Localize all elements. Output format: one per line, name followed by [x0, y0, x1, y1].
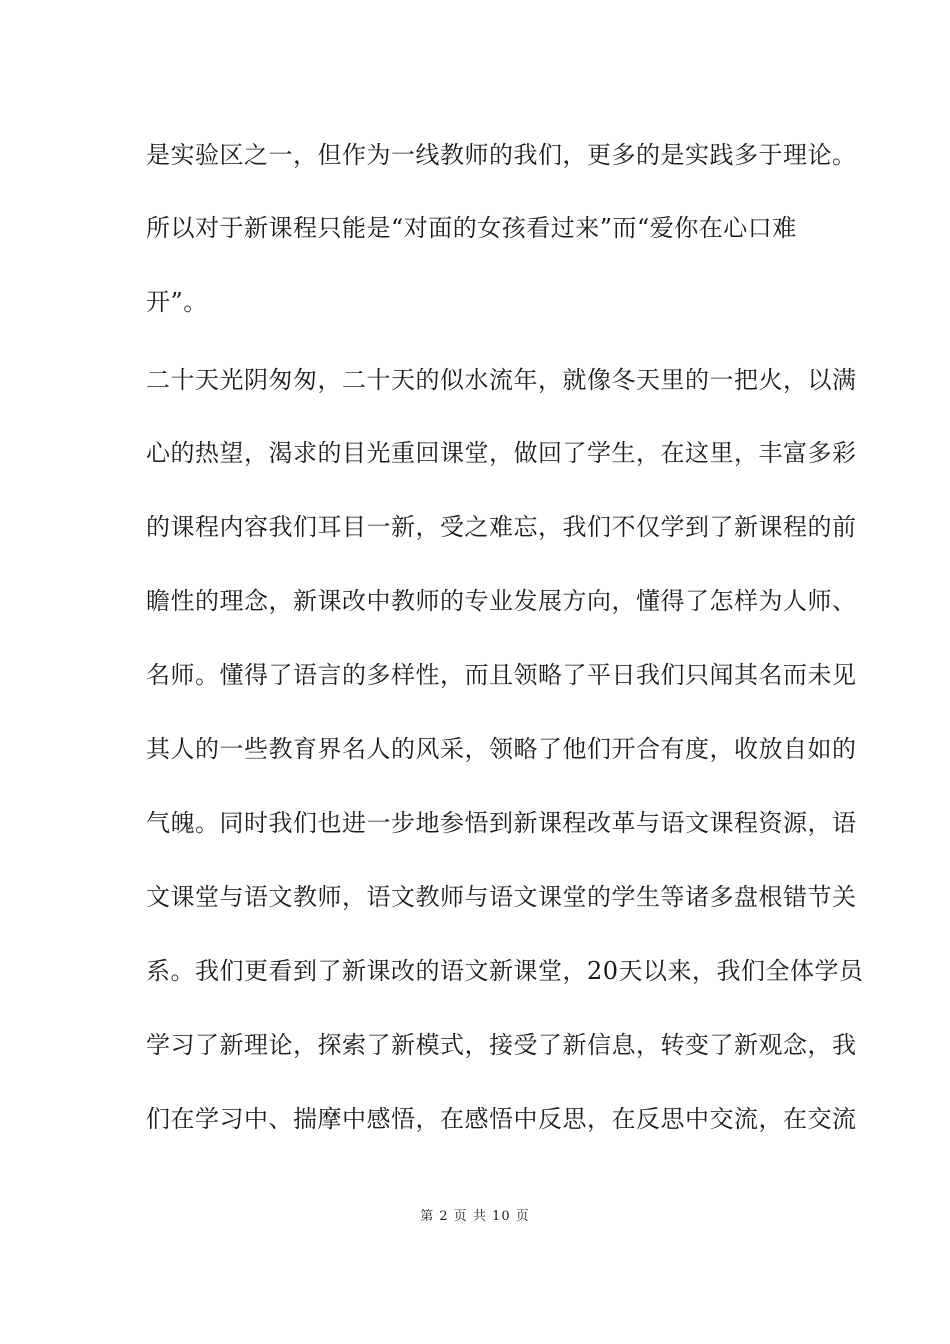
- text-line: 的课程内容我们耳目一新，受之难忘，我们不仅学到了新课程的前: [146, 513, 857, 541]
- text-line: 是实验区之一，但作为一线教师的我们，更多的是实践多于理论。: [146, 141, 857, 169]
- text-line: 瞻性的理念，新课改中教师的专业发展方向，懂得了怎样为人师、: [146, 587, 857, 615]
- text-line: 文课堂与语文教师，语文教师与语文课堂的学生等诸多盘根错节关: [146, 883, 857, 911]
- text-line: 二十天光阴匆匆，二十天的似水流年，就像冬天里的一把火，以满: [146, 366, 857, 394]
- text-line: 名师。懂得了语言的多样性，而且领略了平日我们只闻其名而未见: [146, 661, 857, 689]
- text-line: 学习了新理论，探索了新模式，接受了新信息，转变了新观念，我: [146, 1031, 857, 1059]
- text-line: 气魄。同时我们也进一步地参悟到新课程改革与语文课程资源，语: [146, 809, 857, 837]
- text-line: 所以对于新课程只能是“对面的女孩看过来”而“爱你在心口难: [146, 214, 797, 242]
- text-line: 系。我们更看到了新课改的语文新课堂，20天以来，我们全体学员: [146, 957, 864, 985]
- text-line: 们在学习中、揣摩中感悟，在感悟中反思，在反思中交流，在交流: [146, 1105, 857, 1133]
- text-line: 心的热望，渴求的目光重回课堂，做回了学生，在这里，丰富多彩: [146, 439, 857, 467]
- page-number-footer: 第 2 页 共 10 页: [420, 1209, 530, 1224]
- text-line: 开”。: [146, 288, 208, 316]
- text-line: 其人的一些教育界名人的风采，领略了他们开合有度，收放自如的: [146, 735, 857, 763]
